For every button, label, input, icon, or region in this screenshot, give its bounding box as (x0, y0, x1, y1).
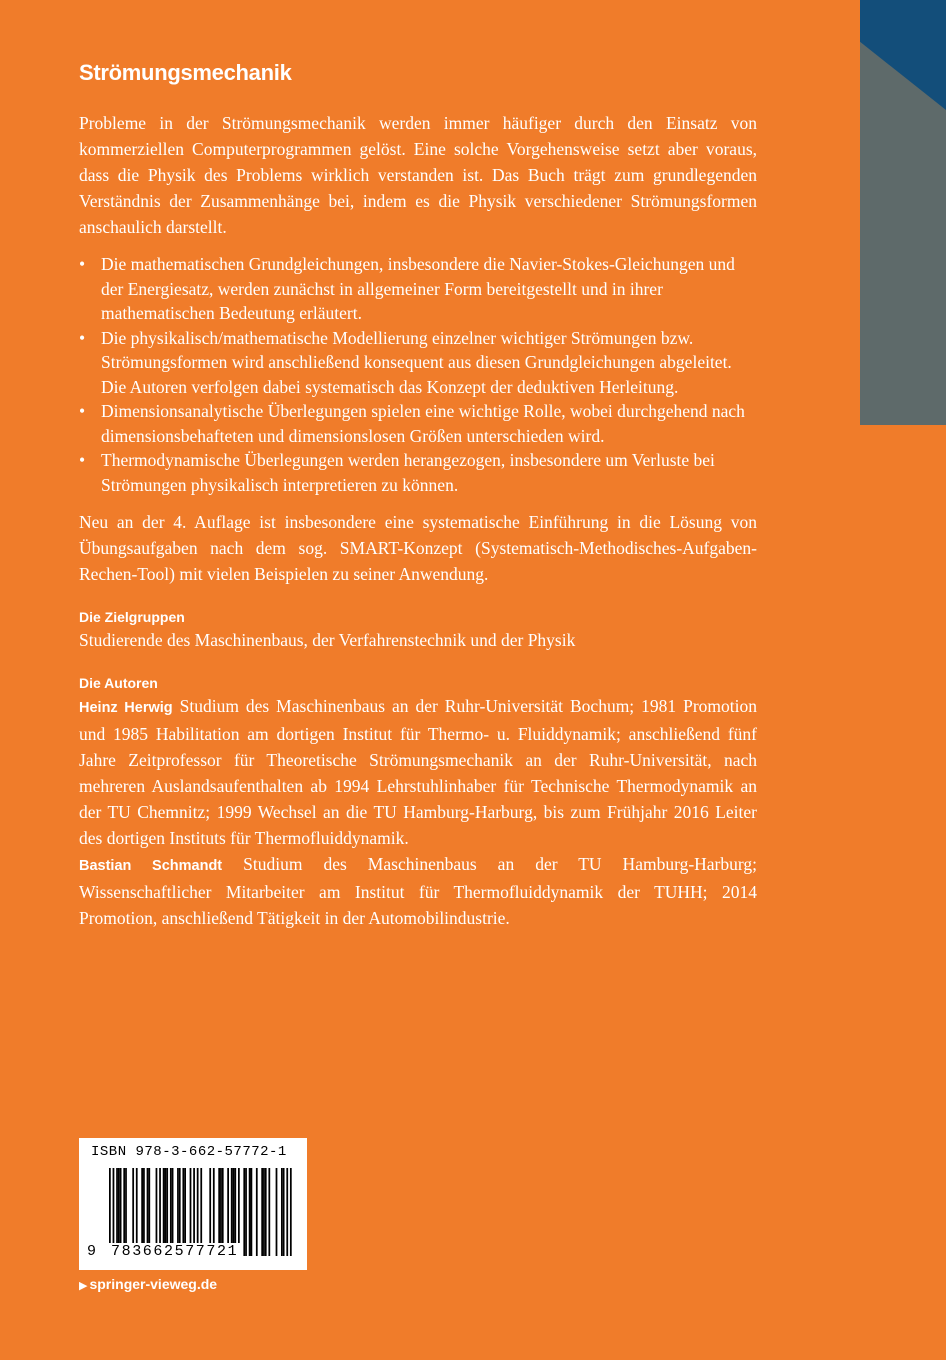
new-edition-paragraph: Neu an der 4. Auflage ist insbesondere eine systematische Einführung in die Lösung von Übungsaufgaben nach dem sog. SMART-Konzept (Systematisch-Methodisches-Aufgaben-Rechen-Tool) mit vielen Beispielen zu seiner Anwendung. (79, 512, 757, 585)
bullet-icon: • (79, 327, 86, 348)
bullet-icon: • (79, 401, 86, 422)
author-2-name: Bastian Schmandt (79, 858, 223, 875)
authors-heading: Die Autoren (79, 675, 158, 692)
list-item: • Die mathematischen Grundgleichungen, insbesondere die Navier-Stokes-Gleichungen und der Energiesatz, werden zunächst in allgemeiner Form bereitgestellt und in ihrer mathematischen Bedeutung erläutert. (79, 254, 735, 324)
target-group-heading: Die Zielgruppen (79, 609, 185, 626)
bullet-icon: • (79, 254, 86, 275)
arrow-icon: ▶ (79, 1280, 88, 1292)
list-item: • Die physikalisch/mathematische Modellierung einzelner wichtiger Strömungen bzw. Strömungsformen wird anschließend konsequent aus diesen Grundgleichungen abgeleitet. Die Autoren verfolgen dabei systematisch das Konzept der deduktiven Herleitung. (79, 327, 732, 397)
feature-list (79, 252, 757, 497)
author-1-name: Heinz Herwig (79, 700, 173, 717)
author-1-bio: Heinz Herwig Studium des Maschinenbaus an der Ruhr-Universität Bochum; 1981 Promotion und 1985 Habilitation am dortigen Institut für Thermo- u. Fluiddynamik; anschließend fünf Jahre Zeitprofessor für Theoretische Strömungsmechanik an der Ruhr-Universität, nach mehreren Auslandsaufenthalten ab 1994 Lehrstuhlinhaber für Technische Thermodynamik an der TU Chemnitz; 1999 Wechsel an die TU Hamburg-Harburg, bis zum Frühjahr 2016 Leiter des dortigen Instituts für Thermofluiddynamik. (79, 696, 758, 849)
back-cover-text (79, 60, 757, 931)
isbn-label: ISBN 978-3-662-57772-1 (91, 1144, 287, 1160)
intro-paragraph: Probleme in der Strömungsmechanik werden immer häufiger durch den Einsatz von kommerziellen Computerprogrammen gelöst. Eine solche Vorgehensweise setzt aber voraus, dass die Physik des Problems wirklich verstanden ist. Das Buch trägt zum grundlegenden Verständnis der Zusammenhänge bei, indem es die Physik verschiedener Strömungsformen anschaulich darstellt. (79, 113, 757, 238)
list-item: • Thermodynamische Überlegungen werden herangezogen, insbesondere um Verluste bei Strömungen physikalisch interpretieren zu können. (79, 450, 715, 495)
publisher-link[interactable]: ▶ springer-vieweg.de (79, 1276, 218, 1292)
author-2-bio: Bastian Schmandt Studium des Maschinenbaus an der TU Hamburg-Harburg; Wissenschaftlicher Mitarbeiter am Institut für Thermofluiddynamik der TUHH; 2014 Promotion, anschließend Tätigkeit in der Automobilindustrie. (79, 854, 758, 929)
barcode: ISBN 978-3-662-57772-1 9 783662577721 (79, 1138, 307, 1270)
list-item: • Dimensionsanalytische Überlegungen spielen eine wichtige Rolle, wobei durchgehend nach dimensionsbehafteten und dimensionslosen Größen unterschieden wird. (79, 401, 745, 446)
target-group-text: Studierende des Maschinenbaus, der Verfahrenstechnik und der Physik (79, 630, 576, 651)
bullet-icon: • (79, 450, 86, 471)
book-title: Strömungsmechanik (79, 60, 292, 85)
